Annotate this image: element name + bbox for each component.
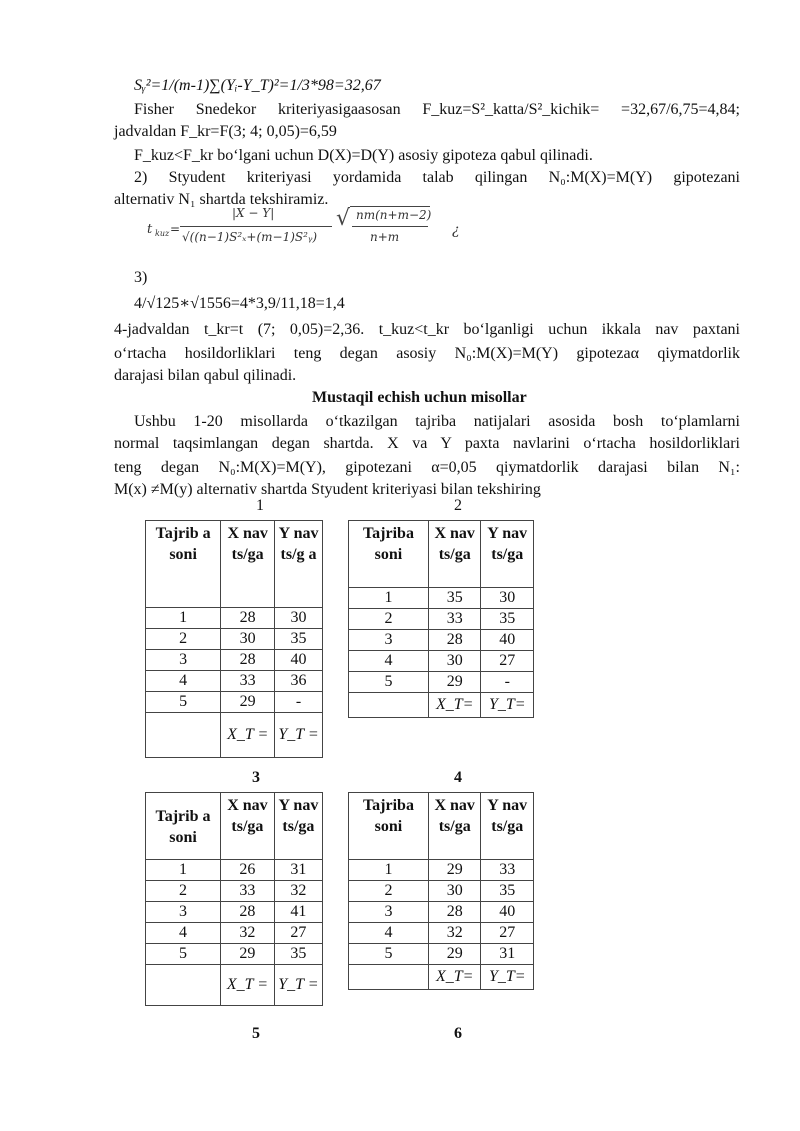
cell [349, 965, 429, 990]
cell: 33 [481, 860, 534, 881]
cell: - [481, 672, 534, 693]
cell: 30 [275, 608, 323, 629]
cell: 2 [146, 881, 221, 902]
cell: 2 [349, 881, 429, 902]
table-row [349, 588, 534, 609]
cell: 5 [349, 672, 429, 693]
mean-y: Y_T = [274, 965, 322, 1006]
table-header-row [146, 793, 323, 860]
cell: 5 [349, 944, 429, 965]
cell: 40 [481, 902, 534, 923]
cell: 27 [481, 923, 534, 944]
header-y: Y nav ts/ga [481, 521, 534, 588]
cell: 35 [428, 588, 481, 609]
styudent-line: 2) Styudent kriteriyasi yordamida talab qilingan N₀:M(X)=M(Y) gipotezani [134, 169, 740, 186]
step-3-label: 3) [134, 269, 148, 286]
table-row [146, 902, 323, 923]
mean-x: X_T = [221, 965, 275, 1006]
cell: 3 [146, 902, 221, 923]
table-row [349, 944, 534, 965]
data-table-1 [145, 520, 323, 758]
data-table-4 [348, 792, 534, 990]
cell: 3 [146, 650, 221, 671]
mean-y: Y_T= [481, 693, 534, 718]
table-label-6: 6 [454, 1025, 462, 1042]
table-row [146, 923, 323, 944]
cell: 29 [221, 692, 275, 713]
table-footer-row [349, 965, 534, 990]
cell: 33 [428, 609, 481, 630]
cell: 4 [349, 923, 429, 944]
cell: 40 [275, 650, 323, 671]
cell: 32 [428, 923, 481, 944]
cell: - [275, 692, 323, 713]
cell: 4 [349, 651, 429, 672]
cell: 35 [481, 609, 534, 630]
cell: 5 [146, 692, 221, 713]
t-sub: kuz [155, 229, 170, 238]
cell: 30 [221, 629, 275, 650]
darajasi-line: darajasi bilan qabul qilinadi. [114, 367, 297, 384]
orta-hosil-line: o‘rtacha hosildorliklari teng degan asosiy N₀:M(X)=M(Y) gipotezaα qiymatdorlik [114, 345, 740, 362]
radical-sign: √ [336, 206, 351, 231]
cell: 28 [221, 902, 275, 923]
cell: 41 [274, 902, 322, 923]
cell: 29 [221, 944, 275, 965]
formula-denominator: √((n−1)S²ₓ+(m−1)S²ᵧ) [182, 230, 318, 244]
cell: 28 [428, 630, 481, 651]
formula-trail: ¿ [452, 222, 460, 238]
mean-x: X_T= [428, 965, 481, 990]
header-x: X nav ts/ga [221, 521, 275, 608]
table-row [146, 944, 323, 965]
alternativ-line: alternativ N₁ shartda tekshiramiz. [114, 191, 329, 208]
cell: 27 [481, 651, 534, 672]
cell: 1 [349, 588, 429, 609]
cell: 4 [146, 671, 221, 692]
cell: 1 [146, 860, 221, 881]
section-heading: Mustaqil echish uchun misollar [312, 389, 527, 406]
cell [146, 965, 221, 1006]
mean-y: Y_T= [481, 965, 534, 990]
cell: 1 [349, 860, 429, 881]
teng-degan-line: teng degan N₀:M(X)=M(Y), gipotezani α=0,05 qiymatdorlik darajasi bilan N₁: [114, 459, 740, 476]
cell: 36 [275, 671, 323, 692]
table-row [146, 650, 323, 671]
cell: 40 [481, 630, 534, 651]
formula-fraction-bar [180, 226, 332, 227]
header-tajriba: Tajrib a soni [146, 521, 221, 608]
header-y: Y nav ts/ga [481, 793, 534, 860]
cell: 29 [428, 944, 481, 965]
mean-x: X_T = [221, 713, 275, 758]
table-footer-row [146, 965, 323, 1006]
jadval-tkr-line: 4-jadvaldan t_kr=t (7; 0,05)=2,36. t_kuz<t_kr bo‘lganligi uchun ikkala nav paxtani [114, 321, 740, 338]
cell: 26 [221, 860, 275, 881]
table-header-row [349, 521, 534, 588]
table-row [349, 923, 534, 944]
table-row [146, 860, 323, 881]
formula-equals: = [170, 222, 181, 236]
table-row [146, 671, 323, 692]
cell: 28 [221, 650, 275, 671]
table-row [146, 608, 323, 629]
header-tajriba: Tajrib a soni [146, 793, 221, 860]
alternativ-shart-line: M(x) ≠M(y) alternativ shartda Styudent kriteriyasi bilan tekshiring [114, 481, 541, 498]
cell [349, 693, 429, 718]
table-label-4: 4 [454, 769, 462, 786]
header-tajriba: Tajriba soni [349, 793, 429, 860]
cell: 30 [481, 588, 534, 609]
table-row [349, 672, 534, 693]
table-footer-row [349, 693, 534, 718]
table-label-3: 3 [252, 769, 260, 786]
table-row [146, 629, 323, 650]
mean-y: Y_T = [275, 713, 323, 758]
jadval-fkr-line: jadvaldan F_kr=F(3; 4; 0,05)=6,59 [114, 123, 337, 140]
cell: 33 [221, 671, 275, 692]
cell: 31 [481, 944, 534, 965]
cell: 35 [481, 881, 534, 902]
table-row [349, 630, 534, 651]
table-header-row [349, 793, 534, 860]
cell: 32 [221, 923, 275, 944]
data-table-2 [348, 520, 534, 718]
fkuz-conclusion-line: F_kuz<F_kr bo‘lgani uchun D(X)=D(Y) asosiy gipoteza qabul qilinadi. [134, 147, 593, 164]
fisher-line: Fisher Snedekor kriteriyasigaasosan F_kuz=S²_katta/S²_kichik= =32,67/6,75=4,84; [134, 101, 740, 118]
formula-numerator: |X − Y| [232, 206, 275, 220]
radical-bar [350, 206, 430, 207]
cell: 5 [146, 944, 221, 965]
computation-line: 4/√125∗√1556=4*3,9/11,18=1,4 [134, 295, 345, 312]
table-row [349, 860, 534, 881]
cell: 2 [349, 609, 429, 630]
cell: 29 [428, 860, 481, 881]
table-row [349, 609, 534, 630]
normal-line: normal taqsimlangan degan shartda. X va Y paxta navlarini o‘rtacha hosildorliklari [114, 435, 740, 452]
mean-x: X_T= [428, 693, 481, 718]
cell: 35 [274, 944, 322, 965]
table-row [146, 881, 323, 902]
cell [146, 713, 221, 758]
radicand-denominator: n+m [370, 230, 400, 244]
cell: 28 [221, 608, 275, 629]
cell: 30 [428, 651, 481, 672]
t-label: t [147, 222, 153, 237]
cell: 27 [274, 923, 322, 944]
cell: 4 [146, 923, 221, 944]
cell: 28 [428, 902, 481, 923]
cell: 2 [146, 629, 221, 650]
cell: 1 [146, 608, 221, 629]
header-x: X nav ts/ga [428, 793, 481, 860]
header-tajriba: Tajriba soni [349, 521, 429, 588]
table-footer-row [146, 713, 323, 758]
table-row [146, 692, 323, 713]
header-x: X nav ts/ga [221, 793, 275, 860]
cell: 3 [349, 902, 429, 923]
cell: 30 [428, 881, 481, 902]
table-header-row [146, 521, 323, 608]
table-label-5: 5 [252, 1025, 260, 1042]
ushbu-line: Ushbu 1-20 misollarda o‘tkazilgan tajriba natijalari asosida bosh to‘plamlarni [134, 413, 740, 430]
table-row [349, 902, 534, 923]
data-table-3 [145, 792, 323, 1006]
cell: 29 [428, 672, 481, 693]
table-label-1: 1 [256, 497, 264, 514]
radicand-numerator: nm(n+m−2) [356, 208, 432, 222]
formula-line-sy: Sᵧ²=1/(m-1)∑(Yᵢ-Y_T)²=1/3*98=32,67 [134, 77, 381, 94]
table-row [349, 881, 534, 902]
cell: 35 [275, 629, 323, 650]
cell: 31 [274, 860, 322, 881]
header-y: Y nav ts/ga [274, 793, 322, 860]
cell: 32 [274, 881, 322, 902]
cell: 3 [349, 630, 429, 651]
cell: 33 [221, 881, 275, 902]
table-row [349, 651, 534, 672]
radicand-fraction-bar [352, 226, 428, 227]
table-label-2: 2 [454, 497, 462, 514]
header-y: Y nav ts/g a [275, 521, 323, 608]
header-x: X nav ts/ga [428, 521, 481, 588]
